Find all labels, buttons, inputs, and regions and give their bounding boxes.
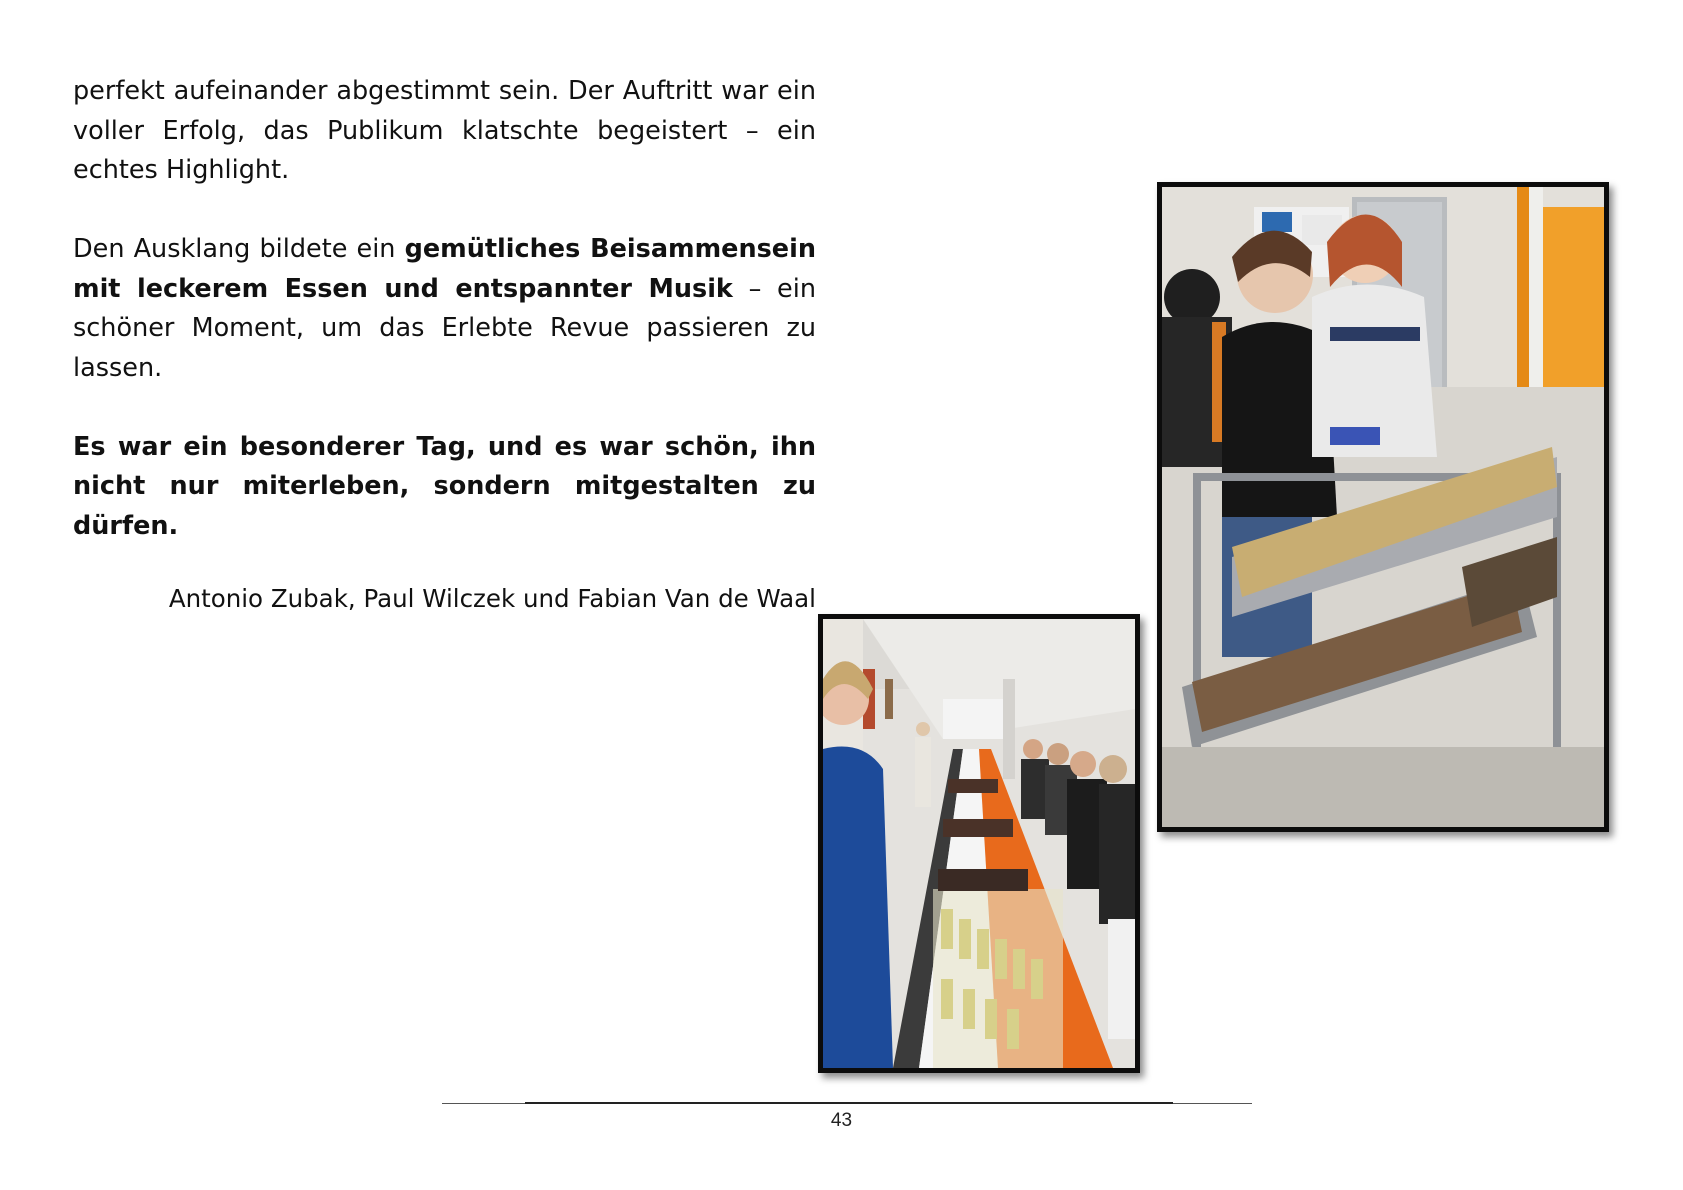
closing-statement: Es war ein besonderer Tag, und es war schön, ihn nicht nur miterleben, sondern mitgestalten zu dürfen. xyxy=(73,431,816,541)
footer-divider-accent xyxy=(525,1102,1173,1104)
author-credits: Antonio Zubak, Paul Wilczek und Fabian Van de Waal xyxy=(168,584,816,613)
photo-buffet-table xyxy=(818,614,1140,1073)
article-text-column xyxy=(73,72,816,616)
page-number: 43 xyxy=(830,1110,853,1131)
paragraph-closing-gathering xyxy=(73,230,816,388)
photo-kitchen-canape-trolley xyxy=(1157,182,1609,832)
paragraph-performance-success: perfekt aufeinander abgestimmt sein. Der Auftritt war ein voller Erfolg, das Publikum klatschte begeistert – ein echtes Highlight. xyxy=(73,76,816,185)
paragraph-2-outro: – ein schöner Moment, um das Erlebte Revue passieren zu lassen. xyxy=(73,273,816,383)
kitchen-photo-illustration xyxy=(1162,187,1604,827)
paragraph-2-emphasis: gemütliches Beisammensein mit leckerem Essen und entspannter Musik xyxy=(73,234,816,304)
paragraph-2-intro: Den Ausklang bildete ein xyxy=(73,234,405,264)
buffet-photo-illustration xyxy=(823,619,1135,1068)
